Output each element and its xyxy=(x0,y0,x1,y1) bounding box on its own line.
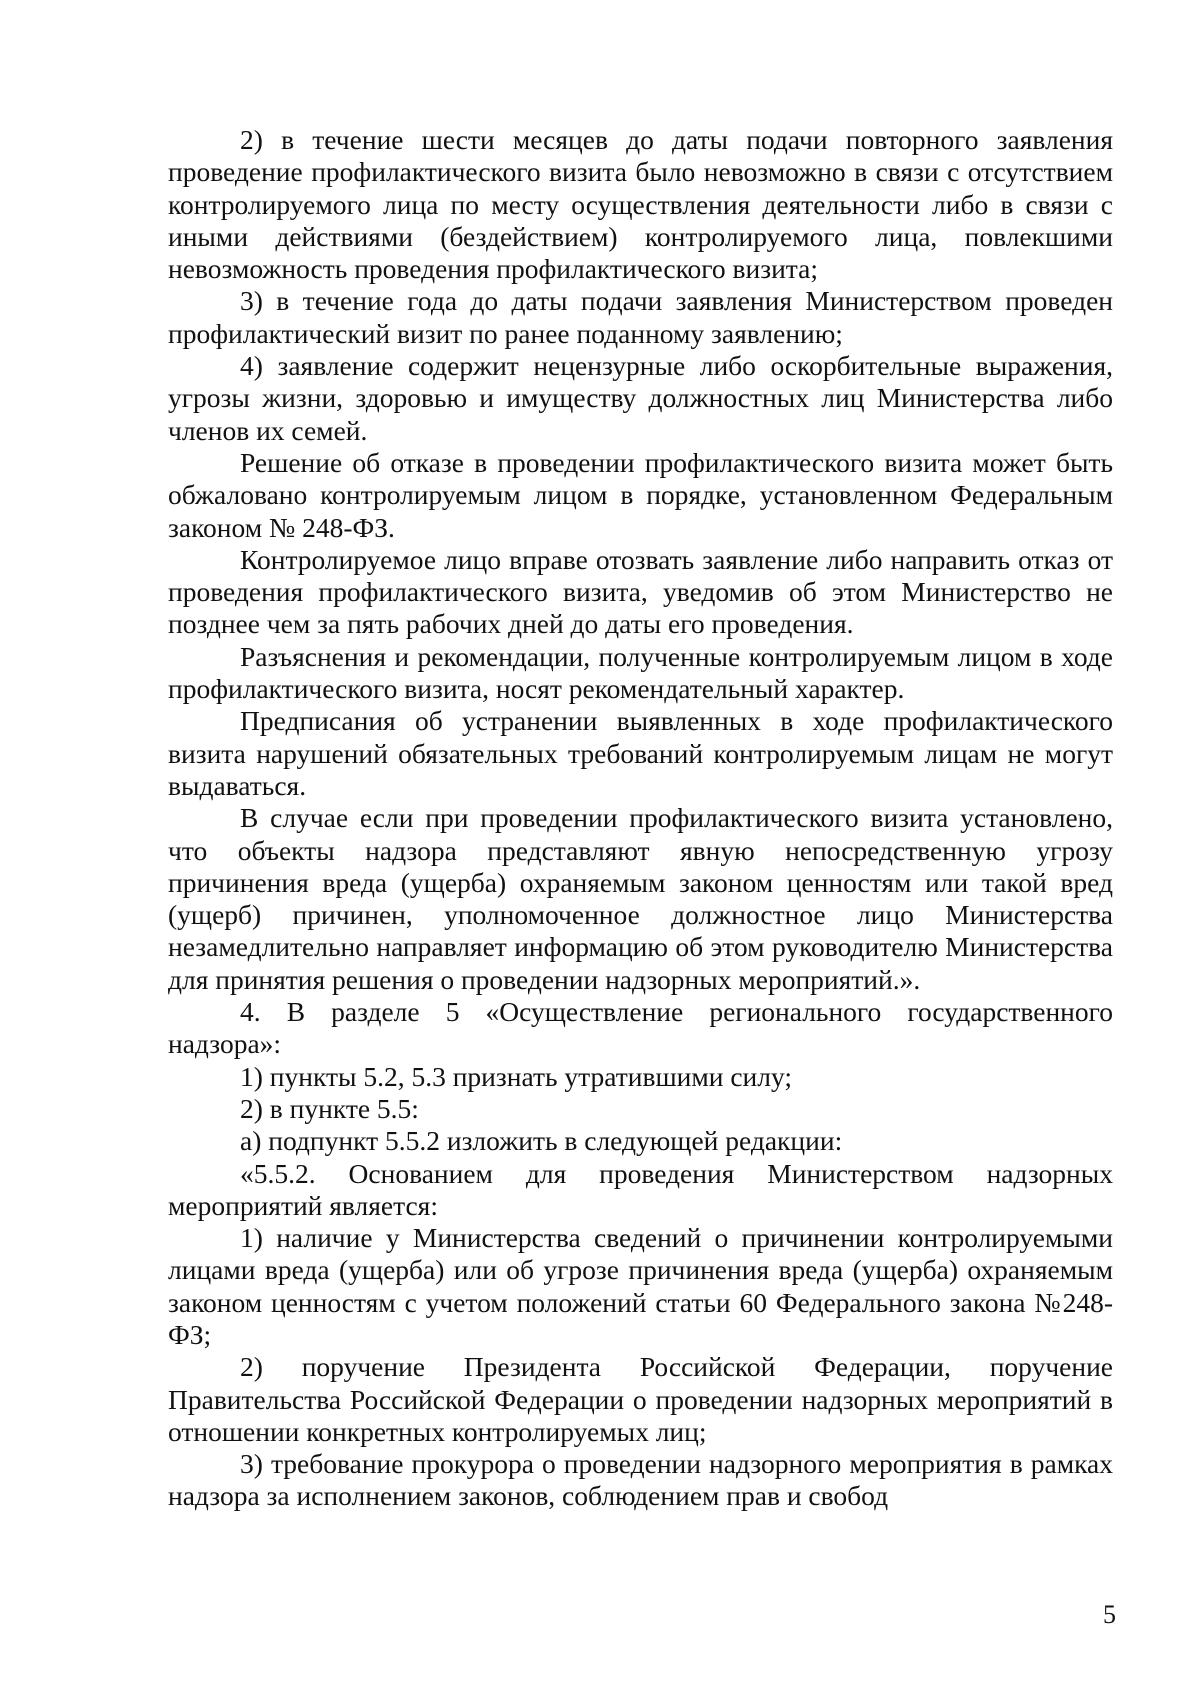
paragraph-13: «5.5.2. Основанием для проведения Министерством надзорных мероприятий является: xyxy=(168,1157,1113,1221)
paragraph-4: Решение об отказе в проведении профилактического визита может быть обжаловано контролируемым лицом в порядке, установленном Федеральным законом № 248-ФЗ. xyxy=(168,446,1113,543)
paragraph-3: 4) заявление содержит нецензурные либо оскорбительные выражения, угрозы жизни, здоровью и имуществу должностных лиц Министерства либо членов их семей. xyxy=(168,350,1113,446)
paragraph-9: 4. В разделе 5 «Осуществление регионального государственного надзора»: xyxy=(168,996,1113,1060)
paragraph-12: а) подпункт 5.5.2 изложить в следующей редакции: xyxy=(240,1125,843,1157)
paragraph-14: 1) наличие у Министерства сведений о причинении контролируемыми лицами вреда (ущерба) или об угрозе причинения вреда (ущерба) охраняемым законом ценностям с учетом положений статьи 60 Федерального закона №248-ФЗ; xyxy=(168,1222,1113,1350)
paragraph-15: 2) поручение Президента Российской Федерации, поручение Правительства Российской Федерации о проведении надзорных мероприятий в отношении конкретных контролируемых лиц; xyxy=(168,1351,1113,1447)
paragraph-5: Контролируемое лицо вправе отозвать заявление либо направить отказ от проведения профилактического визита, уведомив об этом Министерство не позднее чем за пять рабочих дней до даты его проведения. xyxy=(168,543,1113,640)
paragraph-7: Предписания об устранении выявленных в ходе профилактического визита нарушений обязательных требований контролируемым лицам не могут выдаваться. xyxy=(168,705,1113,801)
paragraph-16: 3) требование прокурора о проведении надзорного мероприятия в рамках надзора за исполнением законов, соблюдением прав и свобод xyxy=(168,1448,1113,1512)
paragraph-1: 2) в течение шести месяцев до даты подачи повторного заявления проведение профилактического визита было невозможно в связи с отсутствием контролируемого лица по месту осуществления деятельности либо в связи с иными действиями (бездействием) контролируемого лица, повлекшими невозможность проведения профилактического визита; xyxy=(168,124,1113,285)
paragraph-6: Разъяснения и рекомендации, полученные контролируемым лицом в ходе профилактического визита, носят рекомендательный характер. xyxy=(168,640,1113,705)
page-number: 5 xyxy=(1103,1600,1116,1629)
paragraph-8: В случае если при проведении профилактического визита установлено, что объекты надзора представляют явную непосредственную угрозу причинения вреда (ущерба) охраняемым законом ценностям или такой вред (ущерб) причинен, уполномоченное должностное лицо Министерства незамедлительно направляет информацию об этом руководителю Министерства для принятия решения о проведении надзорных мероприятий.». xyxy=(168,802,1113,995)
paragraph-2: 3) в течение года до даты подачи заявления Министерством проведен профилактический визит по ранее поданному заявлению; xyxy=(168,285,1113,349)
paragraph-10: 1) пункты 5.2, 5.3 признать утратившими силу; xyxy=(240,1060,793,1092)
paragraph-11: 2) в пункте 5.5: xyxy=(240,1092,419,1124)
document-body xyxy=(168,124,1113,1513)
